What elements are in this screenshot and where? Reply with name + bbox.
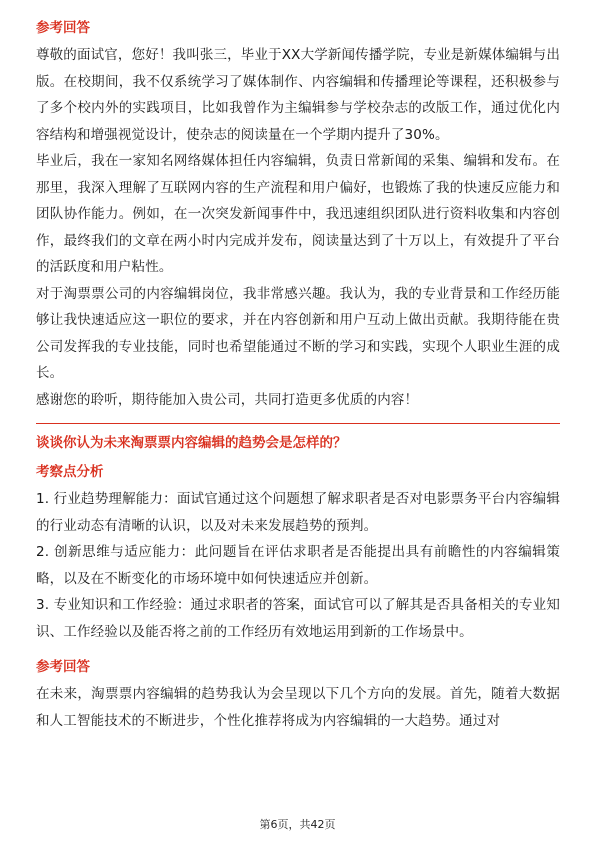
analysis-item: 1. 行业趋势理解能力：面试官通过这个问题想了解求职者是否对电影票务平台内容编辑的行业动态有清晰的认识，以及对未来发展趋势的预判。 xyxy=(36,491,560,534)
paragraph: 在未来，淘票票内容编辑的趋势我认为会呈现以下几个方向的发展。首先，随着大数据和人工智能技术的不断进步，个性化推荐将成为内容编辑的一大趋势。通过对 xyxy=(36,686,560,729)
paragraph: 对于淘票票公司的内容编辑岗位，我非常感兴趣。我认为，我的专业背景和工作经历能够让我快速适应这一职位的要求，并在内容创新和用户互动上做出贡献。我期待能在贵公司发挥我的专业技能，同时也希望能通过不断的学习和实践，实现个人职业生涯的成长。 xyxy=(36,285,560,381)
paragraph: 毕业后，我在一家知名网络媒体担任内容编辑，负责日常新闻的采集、编辑和发布。在那里，我深入理解了互联网内容的生产流程和用户偏好，也锻炼了我的快速反应能力和团队协作能力。例如，在一次突发新闻事件中，我迅速组织团队进行资料收集和内容创作，最终我们的文章在两小时内完成并发布，阅读量达到了十万以上，有效提升了平台的活跃度和用户粘性。 xyxy=(36,153,560,275)
analysis-item: 2. 创新思维与适应能力：此问题旨在评估求职者是否能提出具有前瞻性的内容编辑策略，以及在不断变化的市场环境中如何快速适应并创新。 xyxy=(36,544,560,587)
paragraph: 感谢您的聆听，期待能加入贵公司，共同打造更多优质的内容！ xyxy=(36,391,419,408)
document-page xyxy=(36,18,560,734)
section-heading-reference-answer-2: 参考回答 xyxy=(36,659,90,675)
section-heading-reference-answer: 参考回答 xyxy=(36,20,90,36)
question-title: 谈谈你认为未来淘票票内容编辑的趋势会是怎样的？ xyxy=(36,435,347,451)
section-divider xyxy=(36,423,560,424)
section-heading-analysis: 考察点分析 xyxy=(36,464,104,480)
analysis-item: 3. 专业知识和工作经验：通过求职者的答案，面试官可以了解其是否具备相关的专业知识、工作经验以及能否将之前的工作经历有效地运用到新的工作场景中。 xyxy=(36,597,560,640)
page-number-footer: 第6页，共42页 xyxy=(259,818,336,831)
paragraph: 尊敬的面试官，您好！我叫张三，毕业于XX大学新闻传播学院，专业是新媒体编辑与出版。在校期间，我不仅系统学习了媒体制作、内容编辑和传播理论等课程，还积极参与了多个校内外的实践项目，比如我曾作为主编辑参与学校杂志的改版工作，通过优化内容结构和增强视觉设计，使杂志的阅读量在一个学期内提升了30%。 xyxy=(36,47,560,143)
